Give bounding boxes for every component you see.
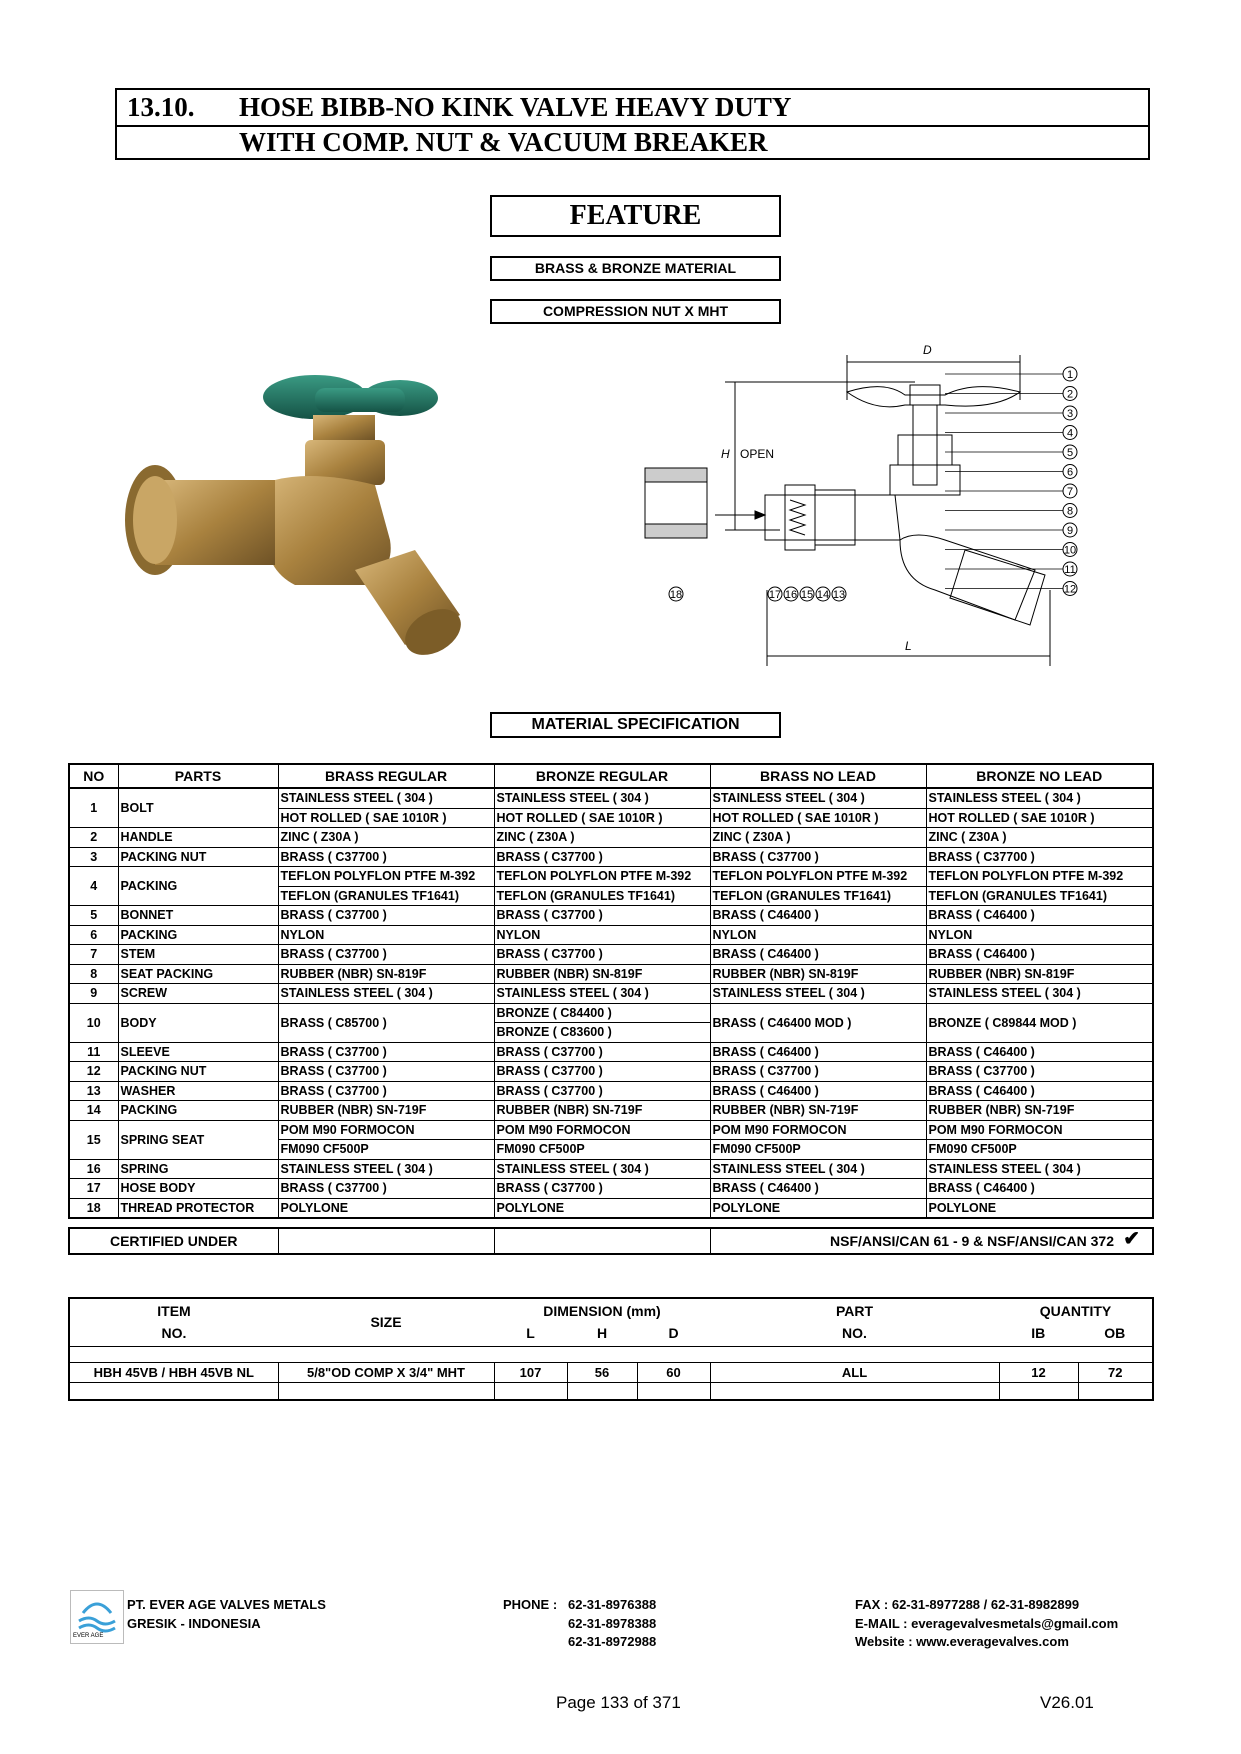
callout-label: 9 bbox=[1066, 525, 1074, 537]
material-cell: FM090 CF500P bbox=[926, 1140, 1153, 1160]
material-cell: BRASS ( C37700 ) bbox=[278, 1179, 494, 1199]
material-cell: BRASS ( C46400 ) bbox=[710, 945, 926, 965]
material-cell: RUBBER (NBR) SN-719F bbox=[494, 1101, 710, 1121]
table-row bbox=[69, 1042, 1153, 1062]
part-number-cell: 10 bbox=[69, 1003, 118, 1042]
material-cell: NYLON bbox=[710, 925, 926, 945]
material-cell: BRASS ( C37700 ) bbox=[278, 847, 494, 867]
callout-label: 10 bbox=[1063, 544, 1077, 557]
certification-value: NSF/ANSI/CAN 61 - 9 & NSF/ANSI/CAN 372 bbox=[830, 1233, 1114, 1249]
label-d: D bbox=[923, 343, 932, 357]
table-row bbox=[69, 1198, 1153, 1218]
part-name-cell: WASHER bbox=[118, 1081, 278, 1101]
phone-label: PHONE : bbox=[503, 1597, 558, 1612]
material-cell: STAINLESS STEEL ( 304 ) bbox=[494, 788, 710, 808]
part-number-cell: 1 bbox=[69, 788, 118, 828]
callout-label: 7 bbox=[1066, 486, 1074, 498]
material-cell: BRASS ( C37700 ) bbox=[926, 1062, 1153, 1082]
material-cell: RUBBER (NBR) SN-719F bbox=[926, 1101, 1153, 1121]
material-cell: STAINLESS STEEL ( 304 ) bbox=[494, 1159, 710, 1179]
col-header-parts: PARTS bbox=[118, 764, 278, 788]
dim-l-label: L bbox=[526, 1325, 535, 1342]
phone-1: 62-31-8976388 bbox=[568, 1597, 657, 1612]
quantity-header bbox=[999, 1298, 1153, 1346]
dimension-spacer-row bbox=[69, 1346, 1153, 1362]
table-row bbox=[69, 1179, 1153, 1199]
material-cell: TEFLON POLYFLON PTFE M-392 bbox=[926, 867, 1153, 887]
material-cell: HOT ROLLED ( SAE 1010R ) bbox=[710, 808, 926, 828]
material-cell: TEFLON POLYFLON PTFE M-392 bbox=[278, 867, 494, 887]
part-number-cell: 18 bbox=[69, 1198, 118, 1218]
title-row-2 bbox=[117, 125, 1148, 160]
logo-text: EVER AGE bbox=[73, 1633, 104, 1639]
material-cell: TEFLON POLYFLON PTFE M-392 bbox=[494, 867, 710, 887]
material-cell: ZINC ( Z30A ) bbox=[494, 828, 710, 848]
table-row bbox=[69, 945, 1153, 965]
feature-item-material: BRASS & BRONZE MATERIAL bbox=[490, 256, 781, 281]
email[interactable]: E-MAIL : everagevalvesmetals@gmail.com bbox=[855, 1616, 1119, 1631]
part-name-cell: SCREW bbox=[118, 984, 278, 1004]
material-cell: BRASS ( C37700 ) bbox=[494, 1179, 710, 1199]
material-cell: BRONZE ( C83600 ) bbox=[494, 1023, 710, 1043]
material-cell: POLYLONE bbox=[494, 1198, 710, 1218]
table-row bbox=[69, 867, 1153, 887]
material-cell: NYLON bbox=[926, 925, 1153, 945]
col-header-no: NO bbox=[69, 764, 118, 788]
part-name-cell: SPRING SEAT bbox=[118, 1120, 278, 1159]
material-cell: POM M90 FORMOCON bbox=[278, 1120, 494, 1140]
material-cell: RUBBER (NBR) SN-819F bbox=[278, 964, 494, 984]
material-cell: POLYLONE bbox=[278, 1198, 494, 1218]
material-cell: BRASS ( C46400 ) bbox=[710, 1179, 926, 1199]
certification-empty-cell bbox=[494, 1228, 710, 1254]
part-number-cell: 13 bbox=[69, 1081, 118, 1101]
material-cell: BRASS ( C37700 ) bbox=[278, 1042, 494, 1062]
material-cell: POLYLONE bbox=[926, 1198, 1153, 1218]
material-cell: HOT ROLLED ( SAE 1010R ) bbox=[494, 808, 710, 828]
part-name-cell: BODY bbox=[118, 1003, 278, 1042]
part-name-cell: PACKING bbox=[118, 867, 278, 906]
table-row bbox=[69, 847, 1153, 867]
callout-label: 8 bbox=[1066, 505, 1074, 518]
dim-d-label: D bbox=[668, 1325, 679, 1342]
table-row bbox=[69, 788, 1153, 808]
callout-label: 3 bbox=[1066, 408, 1074, 420]
feature-item-connection: COMPRESSION NUT X MHT bbox=[490, 299, 781, 324]
part-name-cell: PACKING NUT bbox=[118, 847, 278, 867]
material-cell: NYLON bbox=[278, 925, 494, 945]
material-cell: STAINLESS STEEL ( 304 ) bbox=[926, 984, 1153, 1004]
table-row bbox=[69, 828, 1153, 848]
part-no-value: ALL bbox=[710, 1362, 999, 1382]
material-cell: BRASS ( C46400 ) bbox=[926, 906, 1153, 926]
callout-label: 16 bbox=[784, 589, 798, 601]
size-value: 5/8"OD COMP X 3/4" MHT bbox=[278, 1362, 494, 1382]
material-cell: STAINLESS STEEL ( 304 ) bbox=[926, 1159, 1153, 1179]
part-name-cell: SLEEVE bbox=[118, 1042, 278, 1062]
material-cell: BRASS ( C37700 ) bbox=[926, 847, 1153, 867]
callout-label: 11 bbox=[1064, 564, 1076, 576]
material-cell: BRASS ( C37700 ) bbox=[278, 906, 494, 926]
dim-l-value: 107 bbox=[494, 1362, 567, 1382]
material-cell: TEFLON POLYFLON PTFE M-392 bbox=[710, 867, 926, 887]
material-cell: BRASS ( C37700 ) bbox=[494, 1062, 710, 1082]
company-logo bbox=[70, 1590, 124, 1644]
material-cell: BRASS ( C46400 ) bbox=[710, 906, 926, 926]
label-open: OPEN bbox=[740, 447, 775, 461]
callouts-right bbox=[945, 367, 1077, 596]
title-box bbox=[115, 88, 1150, 160]
table-row bbox=[69, 964, 1153, 984]
dimension-header bbox=[494, 1298, 710, 1346]
material-cell: BRASS ( C37700 ) bbox=[494, 847, 710, 867]
table-row bbox=[69, 1003, 1153, 1023]
material-cell: RUBBER (NBR) SN-819F bbox=[494, 964, 710, 984]
material-cell: FM090 CF500P bbox=[494, 1140, 710, 1160]
material-cell: FM090 CF500P bbox=[278, 1140, 494, 1160]
callout-protector bbox=[669, 587, 683, 601]
material-cell: BRASS ( C46400 ) bbox=[710, 1081, 926, 1101]
table-row bbox=[69, 1101, 1153, 1121]
product-photo bbox=[115, 370, 495, 670]
material-cell: NYLON bbox=[494, 925, 710, 945]
dimension-empty-row bbox=[69, 1382, 1153, 1400]
callout-label: 15 bbox=[800, 589, 814, 601]
part-number-cell: 7 bbox=[69, 945, 118, 965]
part-name-cell: PACKING bbox=[118, 925, 278, 945]
material-cell: TEFLON (GRANULES TF1641) bbox=[278, 886, 494, 906]
material-cell: BRASS ( C37700 ) bbox=[494, 1081, 710, 1101]
table-row bbox=[69, 984, 1153, 1004]
material-cell: POLYLONE bbox=[710, 1198, 926, 1218]
callout-label: 13 bbox=[832, 589, 846, 601]
material-cell: ZINC ( Z30A ) bbox=[710, 828, 926, 848]
callout-label: 14 bbox=[816, 589, 830, 601]
table-row bbox=[69, 906, 1153, 926]
label-h: H bbox=[721, 447, 730, 461]
material-cell: BRASS ( C46400 ) bbox=[710, 1042, 926, 1062]
material-cell: BRASS ( C37700 ) bbox=[494, 906, 710, 926]
material-cell: BRASS ( C37700 ) bbox=[278, 1081, 494, 1101]
dimension-label: DIMENSION (mm) bbox=[543, 1303, 661, 1320]
title-row-1 bbox=[117, 90, 1148, 127]
size-label: SIZE bbox=[278, 1298, 494, 1346]
material-cell: BRASS ( C46400 MOD ) bbox=[710, 1003, 926, 1042]
part-no-label: NO. bbox=[842, 1325, 867, 1342]
material-cell: RUBBER (NBR) SN-819F bbox=[710, 964, 926, 984]
part-name-cell: HOSE BODY bbox=[118, 1179, 278, 1199]
callout-label: 17 bbox=[768, 589, 782, 601]
table-row bbox=[69, 1120, 1153, 1140]
part-number-cell: 16 bbox=[69, 1159, 118, 1179]
material-cell: STAINLESS STEEL ( 304 ) bbox=[278, 788, 494, 808]
material-cell: BRASS ( C37700 ) bbox=[494, 1042, 710, 1062]
material-cell: BRASS ( C37700 ) bbox=[710, 847, 926, 867]
callout-label: 12 bbox=[1063, 583, 1077, 596]
material-cell: POM M90 FORMOCON bbox=[494, 1120, 710, 1140]
material-spec-heading: MATERIAL SPECIFICATION bbox=[490, 712, 781, 738]
col-header-bronze-no-lead: BRONZE NO LEAD bbox=[926, 764, 1153, 788]
part-number-cell: 2 bbox=[69, 828, 118, 848]
part-name-cell: PACKING bbox=[118, 1101, 278, 1121]
material-cell: TEFLON (GRANULES TF1641) bbox=[494, 886, 710, 906]
material-cell: RUBBER (NBR) SN-719F bbox=[278, 1101, 494, 1121]
callout-label: 1 bbox=[1066, 369, 1074, 381]
ib-value: 12 bbox=[999, 1362, 1078, 1382]
dim-d-value: 60 bbox=[637, 1362, 710, 1382]
material-cell: BRASS ( C46400 ) bbox=[926, 945, 1153, 965]
part-name-cell: THREAD PROTECTOR bbox=[118, 1198, 278, 1218]
ob-value: 72 bbox=[1078, 1362, 1153, 1382]
website[interactable]: Website : www.everagevalves.com bbox=[855, 1634, 1069, 1649]
part-name-cell: STEM bbox=[118, 945, 278, 965]
part-header bbox=[710, 1298, 999, 1346]
section-number: 13.10. bbox=[127, 92, 195, 122]
quantity-label: QUANTITY bbox=[1039, 1303, 1112, 1320]
part-number-cell: 5 bbox=[69, 906, 118, 926]
material-cell: TEFLON (GRANULES TF1641) bbox=[926, 886, 1153, 906]
table-row bbox=[69, 1081, 1153, 1101]
phone-3: 62-31-8972988 bbox=[568, 1634, 657, 1649]
col-header-bronze-regular: BRONZE REGULAR bbox=[494, 764, 710, 788]
material-cell: TEFLON (GRANULES TF1641) bbox=[710, 886, 926, 906]
part-name-cell: SPRING bbox=[118, 1159, 278, 1179]
material-cell: HOT ROLLED ( SAE 1010R ) bbox=[278, 808, 494, 828]
item-no-value: HBH 45VB / HBH 45VB NL bbox=[69, 1362, 278, 1382]
material-cell: BRASS ( C46400 ) bbox=[926, 1179, 1153, 1199]
callouts-bottom bbox=[768, 587, 846, 601]
material-spec-table bbox=[68, 763, 1154, 1219]
certification-table bbox=[68, 1227, 1154, 1255]
part-number-cell: 11 bbox=[69, 1042, 118, 1062]
item-label: ITEM bbox=[157, 1303, 191, 1320]
material-cell: BRASS ( C85700 ) bbox=[278, 1003, 494, 1042]
part-number-cell: 4 bbox=[69, 867, 118, 906]
material-cell: STAINLESS STEEL ( 304 ) bbox=[710, 984, 926, 1004]
certification-value-cell bbox=[710, 1228, 1153, 1254]
certification-label: CERTIFIED UNDER bbox=[69, 1228, 278, 1254]
ob-label: OB bbox=[1104, 1325, 1126, 1342]
material-cell: POM M90 FORMOCON bbox=[926, 1120, 1153, 1140]
material-cell: STAINLESS STEEL ( 304 ) bbox=[278, 1159, 494, 1179]
callout-label: 5 bbox=[1066, 447, 1074, 459]
check-mark-icon: ✔ bbox=[1123, 1228, 1140, 1250]
material-cell: BRASS ( C37700 ) bbox=[494, 945, 710, 965]
feature-heading: FEATURE bbox=[490, 195, 781, 237]
material-cell: BRONZE ( C84400 ) bbox=[494, 1003, 710, 1023]
material-cell: BRASS ( C37700 ) bbox=[710, 1062, 926, 1082]
dimension-data-row bbox=[69, 1362, 1153, 1382]
material-cell: BRONZE ( C89844 MOD ) bbox=[926, 1003, 1153, 1042]
certification-empty-cell bbox=[278, 1228, 494, 1254]
phone-2: 62-31-8978388 bbox=[568, 1616, 657, 1631]
fax: FAX : 62-31-8977288 / 62-31-8982899 bbox=[855, 1597, 1080, 1612]
part-label: PART bbox=[835, 1303, 874, 1320]
part-name-cell: SEAT PACKING bbox=[118, 964, 278, 984]
part-number-cell: 12 bbox=[69, 1062, 118, 1082]
callout-label: 4 bbox=[1066, 427, 1074, 440]
table-header-row bbox=[69, 764, 1153, 788]
material-cell: BRASS ( C46400 ) bbox=[926, 1081, 1153, 1101]
dimension-header-row bbox=[69, 1298, 1153, 1346]
item-header bbox=[69, 1298, 278, 1346]
item-no-label: NO. bbox=[161, 1325, 187, 1342]
dim-h-value: 56 bbox=[567, 1362, 637, 1382]
part-number-cell: 15 bbox=[69, 1120, 118, 1159]
col-header-brass-no-lead: BRASS NO LEAD bbox=[710, 764, 926, 788]
material-cell: STAINLESS STEEL ( 304 ) bbox=[494, 984, 710, 1004]
company-location: GRESIK - INDONESIA bbox=[127, 1616, 261, 1631]
material-cell: BRASS ( C37700 ) bbox=[278, 1062, 494, 1082]
material-cell: BRASS ( C37700 ) bbox=[278, 945, 494, 965]
material-cell: BRASS ( C46400 ) bbox=[926, 1042, 1153, 1062]
part-number-cell: 6 bbox=[69, 925, 118, 945]
part-name-cell: PACKING NUT bbox=[118, 1062, 278, 1082]
version: V26.01 bbox=[1040, 1693, 1094, 1712]
table-row bbox=[69, 1062, 1153, 1082]
part-number-cell: 14 bbox=[69, 1101, 118, 1121]
material-cell: STAINLESS STEEL ( 304 ) bbox=[710, 788, 926, 808]
part-name-cell: HANDLE bbox=[118, 828, 278, 848]
material-cell: POM M90 FORMOCON bbox=[710, 1120, 926, 1140]
callout-label: 6 bbox=[1066, 466, 1074, 479]
ib-label: IB bbox=[1031, 1325, 1046, 1342]
material-cell: STAINLESS STEEL ( 304 ) bbox=[710, 1159, 926, 1179]
material-cell: STAINLESS STEEL ( 304 ) bbox=[278, 984, 494, 1004]
dimension-table bbox=[68, 1297, 1154, 1401]
part-number-cell: 17 bbox=[69, 1179, 118, 1199]
title-line-2: WITH COMP. NUT & VACUUM BREAKER bbox=[239, 127, 768, 157]
technical-drawing bbox=[615, 340, 1100, 670]
material-cell: RUBBER (NBR) SN-819F bbox=[926, 964, 1153, 984]
col-header-brass-regular: BRASS REGULAR bbox=[278, 764, 494, 788]
material-cell: STAINLESS STEEL ( 304 ) bbox=[926, 788, 1153, 808]
material-cell: RUBBER (NBR) SN-719F bbox=[710, 1101, 926, 1121]
part-number-cell: 9 bbox=[69, 984, 118, 1004]
material-cell: FM090 CF500P bbox=[710, 1140, 926, 1160]
page-number: Page 133 of 371 bbox=[556, 1693, 681, 1712]
part-number-cell: 3 bbox=[69, 847, 118, 867]
part-name-cell: BONNET bbox=[118, 906, 278, 926]
company-name: PT. EVER AGE VALVES METALS bbox=[127, 1597, 326, 1612]
callout-label: 18 bbox=[669, 589, 683, 601]
certification-row bbox=[69, 1228, 1153, 1254]
material-cell: ZINC ( Z30A ) bbox=[278, 828, 494, 848]
table-row bbox=[69, 1159, 1153, 1179]
dim-h-label: H bbox=[596, 1325, 608, 1342]
material-cell: HOT ROLLED ( SAE 1010R ) bbox=[926, 808, 1153, 828]
part-name-cell: BOLT bbox=[118, 788, 278, 828]
material-spec-body bbox=[69, 788, 1153, 1218]
material-cell: ZINC ( Z30A ) bbox=[926, 828, 1153, 848]
part-number-cell: 8 bbox=[69, 964, 118, 984]
title-line-1: HOSE BIBB-NO KINK VALVE HEAVY DUTY bbox=[239, 92, 792, 122]
callout-label: 2 bbox=[1066, 388, 1074, 401]
table-row bbox=[69, 925, 1153, 945]
label-l: L bbox=[905, 639, 912, 653]
